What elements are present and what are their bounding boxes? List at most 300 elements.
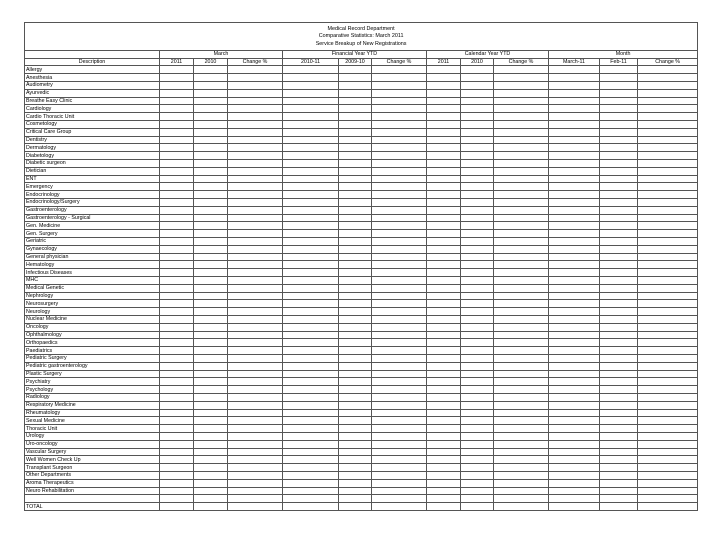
row-label: Well Women Check Up xyxy=(25,456,160,464)
row-label: Diabetology xyxy=(25,152,160,160)
row-label: Neurosurgery xyxy=(25,300,160,308)
data-cell xyxy=(372,456,427,464)
row-label: Oncology xyxy=(25,323,160,331)
data-cell xyxy=(461,401,494,409)
data-cell xyxy=(283,269,339,277)
data-cell xyxy=(283,432,339,440)
data-cell xyxy=(339,448,372,456)
table-row xyxy=(25,386,698,394)
data-cell xyxy=(461,386,494,394)
table-row xyxy=(25,277,698,285)
data-cell xyxy=(194,479,228,487)
data-cell xyxy=(600,97,638,105)
data-cell xyxy=(600,183,638,191)
data-cell xyxy=(461,82,494,90)
table-row xyxy=(25,206,698,214)
data-cell xyxy=(194,456,228,464)
data-cell xyxy=(549,230,600,238)
data-cell xyxy=(372,378,427,386)
data-cell xyxy=(372,144,427,152)
table-row xyxy=(25,253,698,261)
row-label: Uro-oncology xyxy=(25,440,160,448)
table-row xyxy=(25,464,698,472)
data-cell xyxy=(494,136,549,144)
data-cell xyxy=(228,323,283,331)
data-cell xyxy=(194,292,228,300)
data-cell xyxy=(549,456,600,464)
table-row xyxy=(25,214,698,222)
data-cell xyxy=(372,183,427,191)
data-cell xyxy=(339,222,372,230)
data-cell xyxy=(283,456,339,464)
data-cell xyxy=(339,503,372,511)
data-cell xyxy=(283,300,339,308)
data-cell xyxy=(339,199,372,207)
data-cell xyxy=(638,370,698,378)
row-label: Critical Care Group xyxy=(25,128,160,136)
data-cell xyxy=(339,105,372,113)
data-cell xyxy=(549,253,600,261)
data-cell xyxy=(494,401,549,409)
data-cell xyxy=(549,503,600,511)
data-cell xyxy=(339,284,372,292)
data-cell xyxy=(194,74,228,82)
data-cell xyxy=(638,331,698,339)
data-cell xyxy=(339,144,372,152)
data-cell xyxy=(638,206,698,214)
data-cell xyxy=(372,323,427,331)
data-cell xyxy=(372,315,427,323)
data-cell xyxy=(461,487,494,495)
data-cell xyxy=(194,503,228,511)
data-cell xyxy=(427,401,461,409)
data-cell xyxy=(160,448,194,456)
title-line-1: Medical Record Department xyxy=(327,26,395,32)
data-cell xyxy=(549,206,600,214)
data-cell xyxy=(461,128,494,136)
data-cell xyxy=(461,315,494,323)
data-cell xyxy=(461,456,494,464)
data-cell xyxy=(638,230,698,238)
data-cell xyxy=(228,144,283,152)
data-cell xyxy=(283,167,339,175)
data-cell xyxy=(283,393,339,401)
data-cell xyxy=(372,409,427,417)
data-cell xyxy=(372,269,427,277)
table-row xyxy=(25,393,698,401)
data-cell xyxy=(372,401,427,409)
data-cell xyxy=(638,277,698,285)
data-cell xyxy=(228,440,283,448)
data-cell xyxy=(339,323,372,331)
data-cell xyxy=(283,308,339,316)
data-cell xyxy=(494,152,549,160)
data-cell xyxy=(228,308,283,316)
data-cell xyxy=(494,144,549,152)
data-cell xyxy=(638,308,698,316)
statistics-table xyxy=(24,22,698,511)
data-cell xyxy=(549,238,600,246)
data-cell xyxy=(549,269,600,277)
data-cell xyxy=(194,393,228,401)
data-cell xyxy=(494,331,549,339)
data-cell xyxy=(461,105,494,113)
data-cell xyxy=(228,222,283,230)
data-cell xyxy=(461,432,494,440)
data-cell xyxy=(283,440,339,448)
data-cell xyxy=(283,277,339,285)
data-cell xyxy=(372,308,427,316)
data-cell xyxy=(600,245,638,253)
table-row xyxy=(25,284,698,292)
data-cell xyxy=(549,378,600,386)
data-cell xyxy=(194,308,228,316)
data-cell xyxy=(339,495,372,503)
data-cell xyxy=(283,206,339,214)
data-cell xyxy=(194,448,228,456)
data-cell xyxy=(372,292,427,300)
row-label: Breathe Easy Clinic xyxy=(25,97,160,105)
data-cell xyxy=(461,160,494,168)
data-cell xyxy=(228,495,283,503)
table-row xyxy=(25,238,698,246)
data-cell xyxy=(549,175,600,183)
data-cell xyxy=(339,479,372,487)
data-cell xyxy=(194,261,228,269)
data-cell xyxy=(283,323,339,331)
table-row xyxy=(25,331,698,339)
row-label: Anesthesia xyxy=(25,74,160,82)
data-cell xyxy=(638,300,698,308)
table-row xyxy=(25,440,698,448)
data-cell xyxy=(228,300,283,308)
data-cell xyxy=(494,292,549,300)
table-row xyxy=(25,308,698,316)
data-cell xyxy=(549,464,600,472)
data-cell xyxy=(427,175,461,183)
data-cell xyxy=(638,393,698,401)
description-header-top xyxy=(25,50,160,58)
data-cell xyxy=(228,136,283,144)
data-cell xyxy=(339,393,372,401)
data-cell xyxy=(228,354,283,362)
data-cell xyxy=(461,503,494,511)
table-row xyxy=(25,160,698,168)
data-cell xyxy=(194,214,228,222)
data-cell xyxy=(549,160,600,168)
data-cell xyxy=(549,432,600,440)
table-row xyxy=(25,323,698,331)
data-cell xyxy=(600,113,638,121)
row-label: Gen. Surgery xyxy=(25,230,160,238)
data-cell xyxy=(461,464,494,472)
data-cell xyxy=(283,245,339,253)
data-cell xyxy=(283,144,339,152)
data-cell xyxy=(549,417,600,425)
data-cell xyxy=(427,487,461,495)
data-cell xyxy=(228,245,283,253)
row-label: Diabetic surgeon xyxy=(25,160,160,168)
data-cell xyxy=(638,487,698,495)
data-cell xyxy=(228,74,283,82)
data-cell xyxy=(494,113,549,121)
data-cell xyxy=(372,471,427,479)
data-cell xyxy=(427,503,461,511)
data-cell xyxy=(638,503,698,511)
data-cell xyxy=(228,113,283,121)
data-cell xyxy=(372,331,427,339)
data-cell xyxy=(600,479,638,487)
data-cell xyxy=(427,199,461,207)
data-cell xyxy=(228,66,283,74)
col-fy-2009-10: 2009-10 xyxy=(339,58,372,66)
data-cell xyxy=(461,253,494,261)
data-cell xyxy=(461,238,494,246)
table-row xyxy=(25,82,698,90)
data-cell xyxy=(638,167,698,175)
data-cell xyxy=(427,448,461,456)
data-cell xyxy=(372,167,427,175)
data-cell xyxy=(283,503,339,511)
table-row xyxy=(25,339,698,347)
data-cell xyxy=(600,160,638,168)
data-cell xyxy=(339,66,372,74)
data-cell xyxy=(372,339,427,347)
data-cell xyxy=(283,292,339,300)
data-cell xyxy=(494,222,549,230)
row-label: Ayurvedic xyxy=(25,89,160,97)
data-cell xyxy=(549,113,600,121)
data-cell xyxy=(194,362,228,370)
data-cell xyxy=(461,136,494,144)
data-cell xyxy=(160,89,194,97)
data-cell xyxy=(372,448,427,456)
data-cell xyxy=(372,175,427,183)
data-cell xyxy=(549,339,600,347)
group-header-row xyxy=(25,50,698,58)
col-cy-2010: 2010 xyxy=(461,58,494,66)
data-cell xyxy=(427,74,461,82)
data-cell xyxy=(494,191,549,199)
data-cell xyxy=(427,409,461,417)
data-cell xyxy=(194,183,228,191)
data-cell xyxy=(160,261,194,269)
data-cell xyxy=(638,362,698,370)
data-cell xyxy=(283,331,339,339)
data-cell xyxy=(194,495,228,503)
data-cell xyxy=(194,238,228,246)
data-cell xyxy=(339,409,372,417)
data-cell xyxy=(494,82,549,90)
data-cell xyxy=(461,214,494,222)
data-cell xyxy=(427,183,461,191)
data-cell xyxy=(160,284,194,292)
data-cell xyxy=(600,378,638,386)
data-cell xyxy=(283,230,339,238)
data-cell xyxy=(160,97,194,105)
data-cell xyxy=(194,487,228,495)
row-label: Other Departments xyxy=(25,471,160,479)
data-cell xyxy=(339,269,372,277)
data-cell xyxy=(494,230,549,238)
data-cell xyxy=(160,269,194,277)
data-cell xyxy=(494,269,549,277)
data-cell xyxy=(339,487,372,495)
row-label: Gastroenterology - Surgical xyxy=(25,214,160,222)
data-cell xyxy=(283,97,339,105)
data-cell xyxy=(638,401,698,409)
data-cell xyxy=(283,261,339,269)
data-cell xyxy=(228,82,283,90)
table-row xyxy=(25,456,698,464)
data-cell xyxy=(638,417,698,425)
table-row xyxy=(25,362,698,370)
data-cell xyxy=(461,495,494,503)
data-cell xyxy=(461,121,494,129)
data-cell xyxy=(228,105,283,113)
data-cell xyxy=(160,191,194,199)
data-cell xyxy=(549,471,600,479)
data-cell xyxy=(638,440,698,448)
col-fy-change: Change % xyxy=(372,58,427,66)
data-cell xyxy=(427,495,461,503)
data-cell xyxy=(160,128,194,136)
data-cell xyxy=(160,456,194,464)
data-cell xyxy=(549,89,600,97)
data-cell xyxy=(194,199,228,207)
group-financial-ytd: Financial Year YTD xyxy=(283,50,427,58)
row-label: Aroma Therapeutics xyxy=(25,479,160,487)
data-cell xyxy=(372,425,427,433)
data-cell xyxy=(494,417,549,425)
data-cell xyxy=(600,292,638,300)
data-cell xyxy=(494,378,549,386)
table-row xyxy=(25,401,698,409)
data-cell xyxy=(427,253,461,261)
data-cell xyxy=(549,292,600,300)
title-line-3: Service Breakup of New Registrations xyxy=(315,40,407,47)
table-row xyxy=(25,175,698,183)
data-cell xyxy=(283,121,339,129)
data-cell xyxy=(339,214,372,222)
data-cell xyxy=(194,401,228,409)
data-cell xyxy=(372,347,427,355)
data-cell xyxy=(160,347,194,355)
data-cell xyxy=(427,105,461,113)
data-cell xyxy=(194,97,228,105)
group-month: Month xyxy=(549,50,698,58)
column-header-row xyxy=(25,58,698,66)
data-cell xyxy=(160,144,194,152)
data-cell xyxy=(461,378,494,386)
data-cell xyxy=(283,152,339,160)
data-cell xyxy=(228,128,283,136)
data-cell xyxy=(494,354,549,362)
data-cell xyxy=(494,175,549,183)
data-cell xyxy=(228,378,283,386)
data-cell xyxy=(461,440,494,448)
data-cell xyxy=(228,487,283,495)
statistics-sheet xyxy=(24,22,697,522)
data-cell xyxy=(638,136,698,144)
data-cell xyxy=(372,253,427,261)
data-cell xyxy=(461,471,494,479)
data-cell xyxy=(638,386,698,394)
data-cell xyxy=(427,331,461,339)
data-cell xyxy=(427,386,461,394)
data-cell xyxy=(228,456,283,464)
data-cell xyxy=(160,393,194,401)
data-cell xyxy=(372,503,427,511)
data-cell xyxy=(638,183,698,191)
data-cell xyxy=(461,191,494,199)
data-cell xyxy=(194,386,228,394)
data-cell xyxy=(600,448,638,456)
data-cell xyxy=(228,503,283,511)
data-cell xyxy=(638,464,698,472)
data-cell xyxy=(600,464,638,472)
data-cell xyxy=(638,378,698,386)
data-cell xyxy=(339,347,372,355)
data-cell xyxy=(494,128,549,136)
data-cell xyxy=(283,487,339,495)
data-cell xyxy=(461,284,494,292)
data-cell xyxy=(549,386,600,394)
data-cell xyxy=(283,339,339,347)
data-cell xyxy=(600,425,638,433)
data-cell xyxy=(194,136,228,144)
data-cell xyxy=(494,464,549,472)
data-cell xyxy=(638,261,698,269)
data-cell xyxy=(600,66,638,74)
data-cell xyxy=(427,89,461,97)
data-cell xyxy=(427,230,461,238)
data-cell xyxy=(549,425,600,433)
data-cell xyxy=(160,495,194,503)
table-row xyxy=(25,89,698,97)
data-cell xyxy=(427,308,461,316)
data-cell xyxy=(549,487,600,495)
data-cell xyxy=(461,409,494,417)
data-cell xyxy=(194,191,228,199)
data-cell xyxy=(160,230,194,238)
data-cell xyxy=(283,199,339,207)
data-cell xyxy=(194,284,228,292)
col-cy-change: Change % xyxy=(494,58,549,66)
data-cell xyxy=(228,97,283,105)
data-cell xyxy=(638,269,698,277)
data-cell xyxy=(427,456,461,464)
data-cell xyxy=(194,323,228,331)
data-cell xyxy=(339,113,372,121)
data-cell xyxy=(372,440,427,448)
data-cell xyxy=(494,300,549,308)
data-cell xyxy=(194,269,228,277)
data-cell xyxy=(461,339,494,347)
data-cell xyxy=(160,417,194,425)
data-cell xyxy=(600,456,638,464)
data-cell xyxy=(600,214,638,222)
data-cell xyxy=(194,160,228,168)
data-cell xyxy=(461,370,494,378)
data-cell xyxy=(427,128,461,136)
table-row xyxy=(25,292,698,300)
data-cell xyxy=(461,448,494,456)
data-cell xyxy=(427,354,461,362)
data-cell xyxy=(372,277,427,285)
data-cell xyxy=(339,160,372,168)
data-cell xyxy=(372,199,427,207)
